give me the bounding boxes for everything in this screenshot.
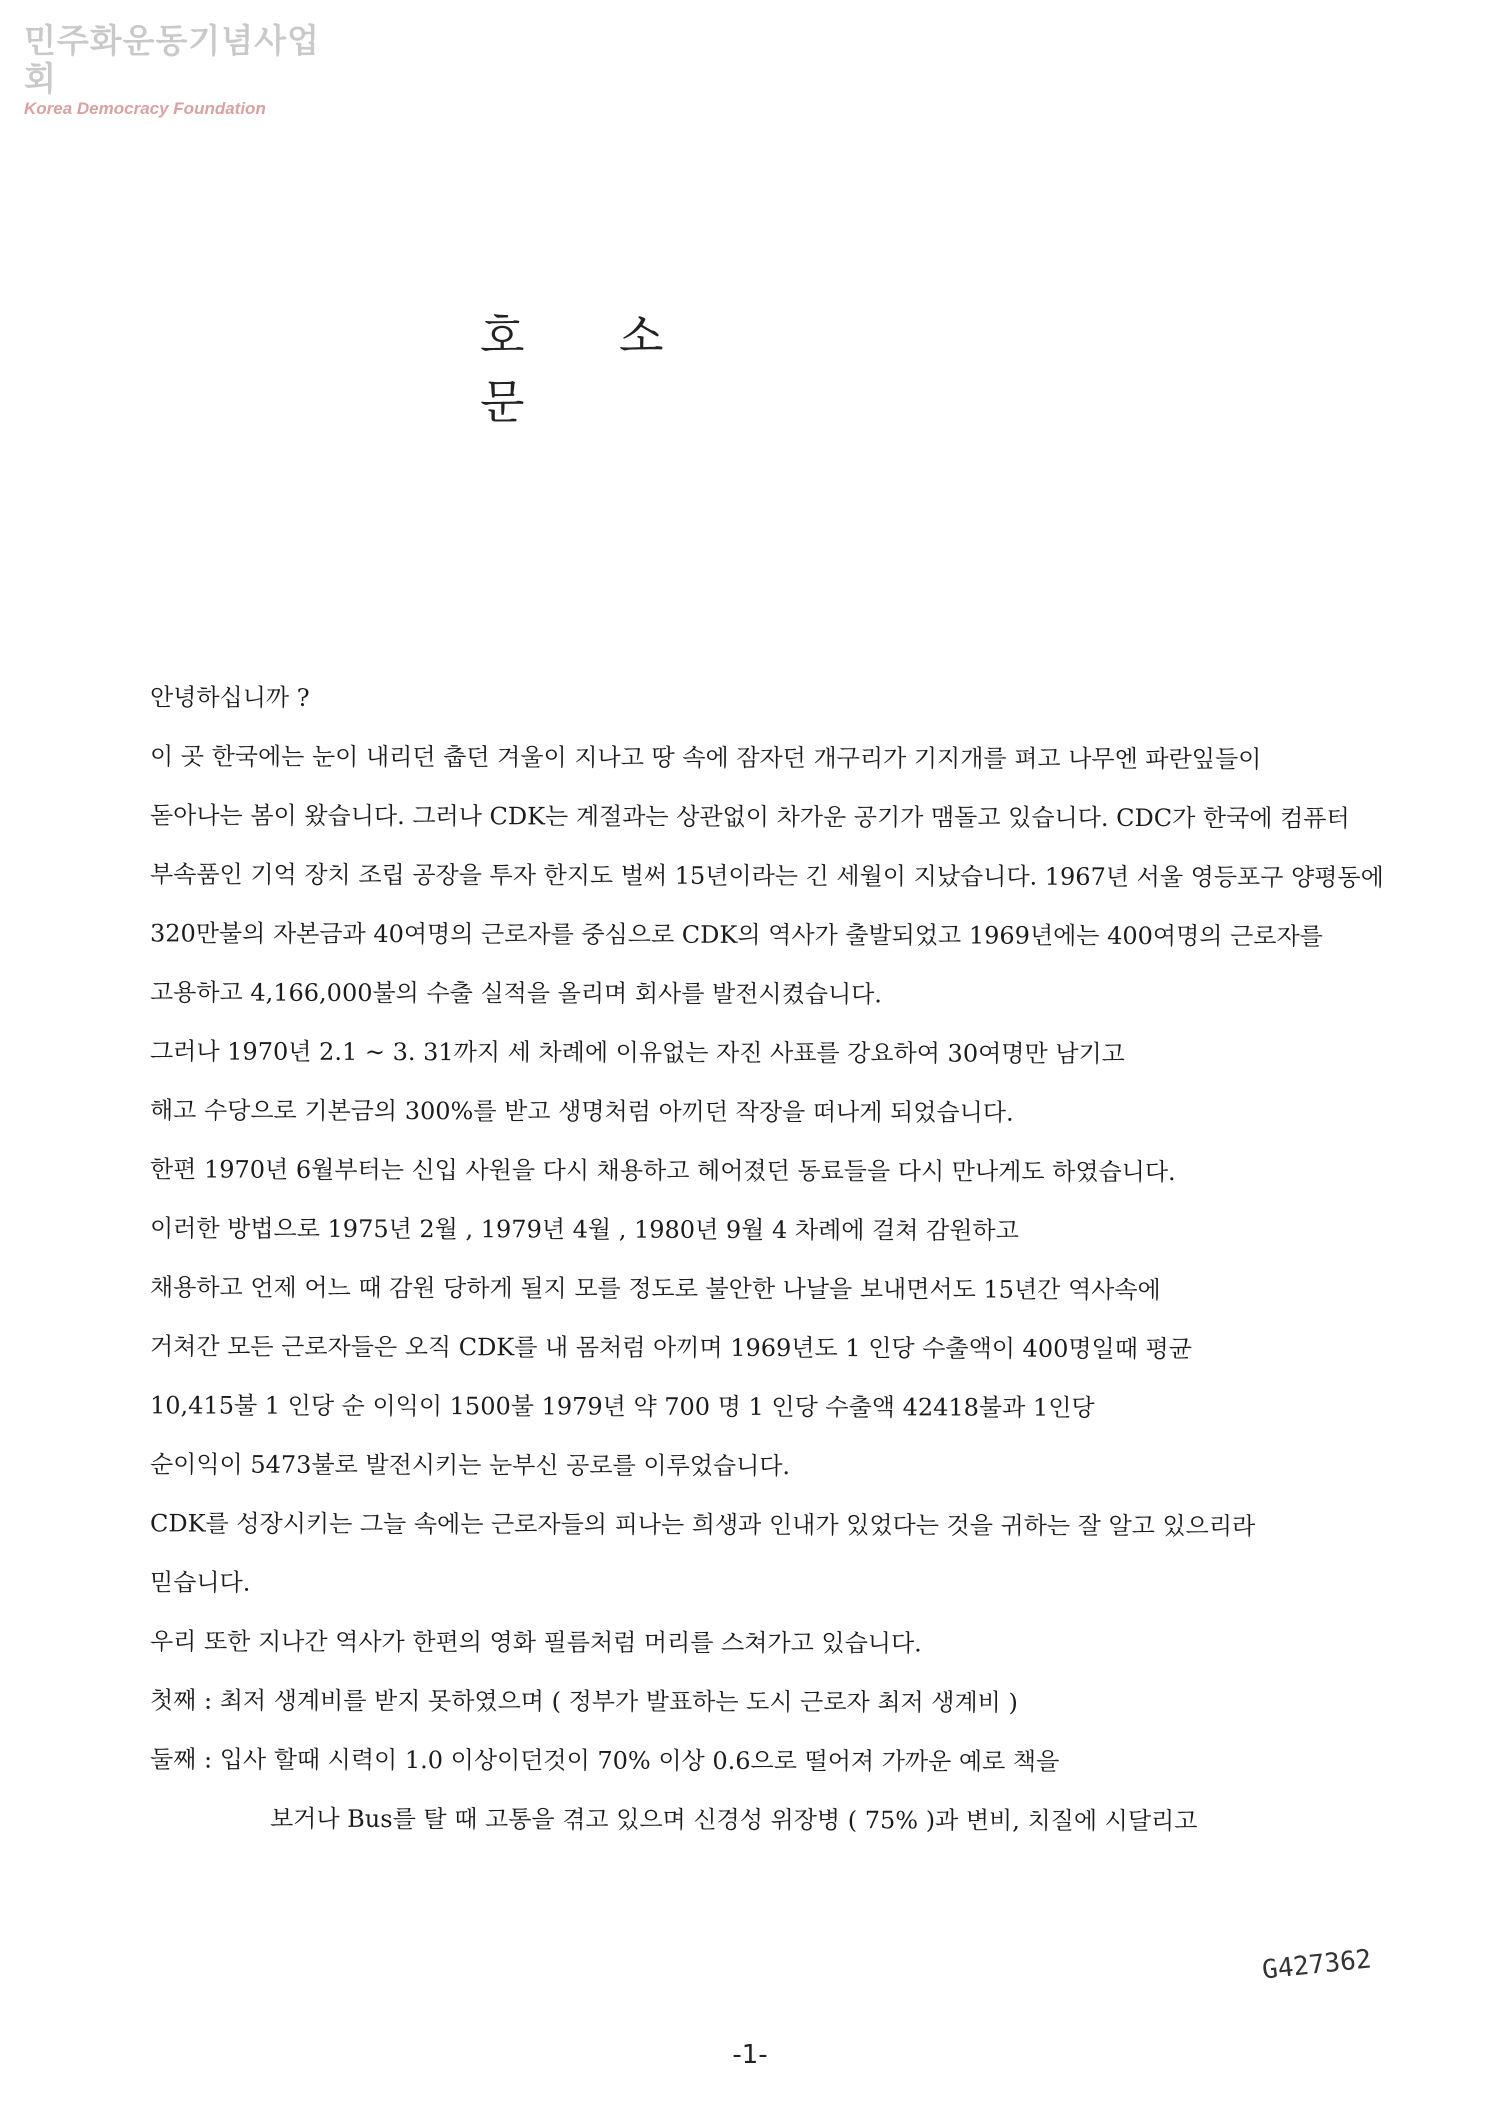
handwritten-body: [150, 670, 1400, 1850]
body-line: 고용하고 4,166,000불의 수출 실적을 올리며 회사를 발전시켰습니다.: [149, 978, 883, 1009]
body-line: CDK를 성장시키는 그늘 속에는 근로자들의 피나는 희생과 인내가 있었다는 것을 귀하는 잘 알고 있으리라: [149, 1509, 1256, 1541]
watermark-logo: [24, 22, 344, 120]
watermark-korean-text: 민주화운동기념사업회: [24, 21, 320, 98]
archive-stamp: G427362: [1260, 1944, 1373, 1986]
body-line: 이 곳 한국에는 눈이 내리던 춥던 겨울이 지나고 땅 속에 잠자던 개구리가 기지개를 펴고 나무엔 파란잎들이: [149, 742, 1262, 774]
body-line: 채용하고 언제 어느 때 감원 당하게 될지 모를 정도로 불안한 나날을 보내면서도 15년간 역사속에: [149, 1273, 1161, 1305]
body-line: 믿습니다.: [149, 1568, 251, 1597]
body-line: 10,415불 1 인당 순 이익이 1500불 1979년 약 700 명 1 인당 수출액 42418불과 1인당: [149, 1391, 1095, 1422]
body-line: 해고 수당으로 기본금의 300%를 받고 생명처럼 아끼던 작장을 떠나게 되었습니다.: [149, 1096, 1014, 1127]
body-line: 돋아나는 봄이 왔습니다. 그러나 CDK는 계절과는 상관없이 차가운 공기가 맴돌고 있습니다. CDC가 한국에 컴퓨터: [149, 801, 1350, 833]
page-number: -1-: [732, 2040, 768, 2070]
body-line: 보거나 Bus를 탈 때 고통을 겪고 있으며 신경성 위장병 ( 75% )과 변비, 치질에 시달리고: [269, 1804, 1198, 1836]
body-line: 그러나 1970년 2.1 ~ 3. 31까지 세 차례에 이유없는 자진 사표를 강요하여 30여명만 남기고: [149, 1037, 1125, 1068]
body-line: 첫째 : 최저 생계비를 받지 못하였으며 ( 정부가 발표하는 도시 근로자 최저 생계비 ): [149, 1686, 1018, 1717]
body-line: 한편 1970년 6월부터는 신입 사원을 다시 채용하고 헤어졌던 동료들을 다시 만나게도 하였습니다.: [149, 1155, 1176, 1187]
body-line: 320만불의 자본금과 40여명의 근로자를 중심으로 CDK의 역사가 출발되었고 1969년에는 400여명의 근로자를: [149, 919, 1323, 951]
body-line: 안녕하십니까 ?: [149, 683, 310, 712]
document-title: 호 소 문: [480, 309, 704, 429]
watermark-english-text: Korea Democracy Foundation: [24, 99, 266, 118]
body-line: 순이익이 5473불로 발전시키는 눈부신 공로를 이루었습니다.: [149, 1450, 791, 1481]
body-line: 둘째 : 입사 할때 시력이 1.0 이상이던것이 70% 이상 0.6으로 떨어져 가까운 예로 책을: [149, 1745, 1060, 1776]
body-line: 부속품인 기억 장치 조립 공장을 투자 한지도 벌써 15년이라는 긴 세월이 지났습니다. 1967년 서울 영등포구 양평동에: [149, 860, 1384, 892]
body-line: 거쳐간 모든 근로자들은 오직 CDK를 내 몸처럼 아끼며 1969년도 1 인당 수출액이 400명일때 평균: [149, 1332, 1192, 1364]
body-line: 우리 또한 지나간 역사가 한편의 영화 필름처럼 머리를 스쳐가고 있습니다.: [149, 1627, 922, 1658]
body-line: 이러한 방법으로 1975년 2월 , 1979년 4월 , 1980년 9월 4 차례에 걸쳐 감원하고: [149, 1214, 1019, 1245]
